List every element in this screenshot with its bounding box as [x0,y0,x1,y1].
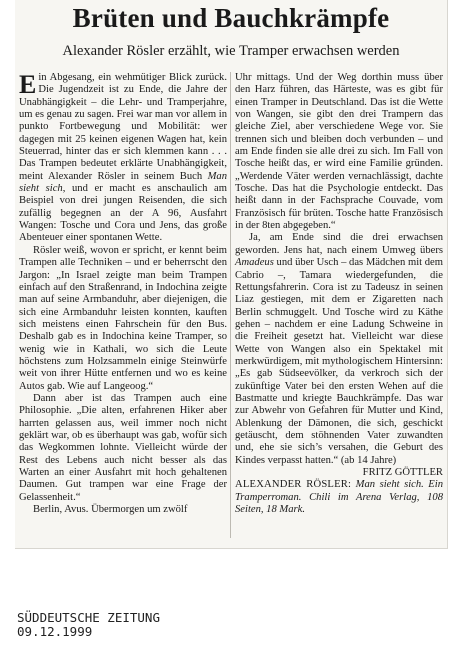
right-column [235,72,443,516]
newspaper-clipping [15,0,448,549]
article-headline: Brüten und Bauchkrämpfe [72,3,390,33]
paragraph-text: Ja, am Ende sind die drei erwachsen geworden. Jens hat, nach einem Umweg übers [235,232,443,256]
title-italic: Amadeus [235,257,274,269]
column-divider [230,72,231,538]
paragraph: Uhr mittags. Und der Weg dorthin muss über den Harz führen, das Härteste, was es gibt für einen Tramper in Deutschland. Das ist die Wette von Wangen, sie gibt den drei Trampern das gleiche Ziel, aber verschiedene Wege vor. Sie trennen sich und bleiben doch verbunden – und am Ende finden sie alle drei zu sich. Im Fall von Tosche heißt das, er wird eine Familie gründen. „Werdende Väter werden vernachlässigt, dachte Tosche. Das hat die Psychologie entdeckt. Das heißt dann in der Fachsprache Couvade, vom Französisch für brüten. Tosche hatte Französisch in der 8ten abgegeben.“ [235,72,443,232]
paragraph: Rösler weiß, wovon er spricht, er kennt beim Trampen alle Techniken – und er beherrscht den Jargon: „In Israel zeigte man beim Trampen einfach auf den Straßenrand, in Indochina zeigte man auf seine Armbanduhr, aber diejenigen, die sich eine Armbanduhr leisten konnten, kauften sich meistens einen Fahrschein für den Bus. Deshalb gab es in Indochina keine Tramper, so wenig wie in Kathali, wo sich die Leute höchstens zum Holzsammeln einige Steinwürfe weit von ihrer Hütte entfernen und wo es keine Autos gab. Wie auf Langeoog.“ [19,244,227,392]
left-column [19,72,227,516]
newspaper-name: SÜDDEUTSCHE ZEITUNG [17,610,160,625]
drop-cap: E [19,70,37,99]
paragraph: Dann aber ist das Trampen auch eine Philosophie. „Die alten, erfahrenen Hiker aber harrten gelassen aus, weil immer noch nicht geklärt war, ob es überhaupt was gab, wofür sich das Wegkommen lohnte. Vielleicht würde der Rest des Lebens auch nicht besser als das Warten an einer Ausfahrt mit hoch gehaltenen Daumen. Gut trampen war eine Frage der Gelassenheit.“ [19,392,227,503]
paragraph-text: , und er macht es anschaulich am Beispiel von drei jungen Reisenden, die sich zufällig begegnen an der A 96, Ausfahrt Wangen: Tosche und Cora und Jens, das große Abenteuer einer spontanen Wette. [19,183,227,244]
paragraph [235,232,443,467]
article-subheadline: Alexander Rösler erzählt, wie Tramper erwachsen werden [62,43,400,59]
source-label [17,611,160,639]
paragraph [19,72,227,245]
book-details: Man sieht sich. Ein Tramperroman. Chili im Arena Verlag, 108 Seiten, 18 Mark. [235,479,443,516]
paragraph-text: und über Usch – das Mädchen mit dem Cabrio –, Tamara wiedergefunden, die Rettungsfahrerin. Cora ist zu Tadeusz in seinen Liaz gestiegen, mit dem er Zigaretten nach Berlin schmuggelt. Und Tosche wird zu Käthe gehen – nachdem er eine Ladung Schweine in die Freiheit gesetzt hat. Vielleicht war diese Wette von Wangen also ein Spektakel mit merkwürdigem, mit mythologischem Hintersinn: „Es gab Südseevölker, da verkroch sich der zukünftige Vater bei den ersten Wehen auf die Bastmatte und kriegte Bauchkrämpfe. Das war zur Abwehr von Gefahren für Mutter und Kind, Ablenkung der Dämonen, die sich, geschickt getäuscht, dem stöhnenden Vater zuwandten und, ehe sie sich’s versahen, die Geburt des Kindes verpasst hatten.“ (ab 14 Jahre) [235,257,443,466]
book-info [235,479,443,516]
publication-date: 09.12.1999 [17,624,93,639]
author-byline: FRITZ GÖTTLER [362,467,443,478]
book-title: Man sieht sich [19,170,227,195]
book-author: ALEXANDER RÖSLER: [235,479,352,491]
paragraph-text: in Abgesang, ein wehmütiger Blick zurück. Die Jugendzeit ist zu Ende, die Jahre der Unabhängigkeit – die Lehr- und Tramperjahre, um es genau zu sagen. Frei war man vor allem in punkto Fortbewegung und Mobilität: wer dagegen mit 25 keinen eigenen Wagen hat, kein Steuerrad, hinter das er sich klemmen kann . . . Das Trampen bedeutet erklärte Unabhängigkeit, meint Alexander Rösler in seinem Buch [19,72,227,182]
paragraph: Berlin, Avus. Übermorgen um zwölf [33,504,188,516]
